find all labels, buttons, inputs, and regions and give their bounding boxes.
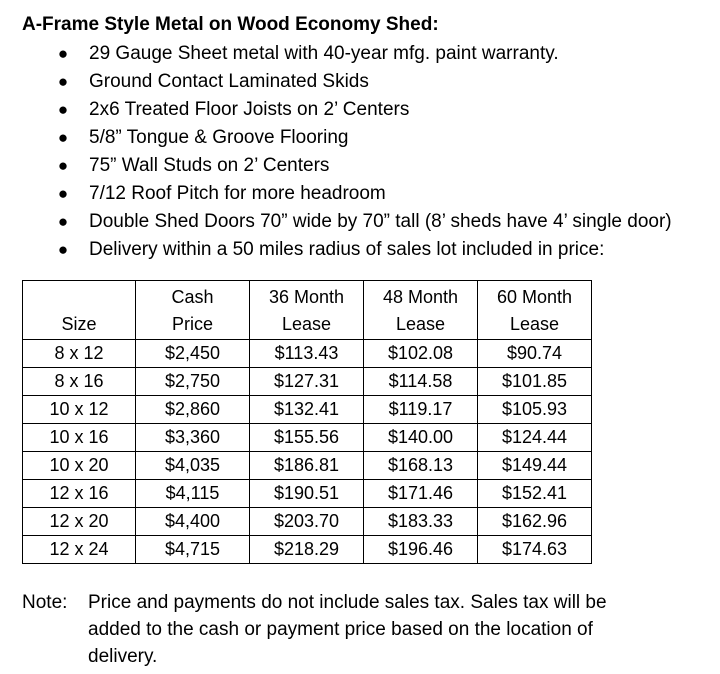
cell-60-month: $152.41 (478, 480, 592, 508)
header-60-month-lease (478, 281, 592, 340)
cell-36-month: $127.31 (250, 368, 364, 396)
cell-size: 12 x 20 (23, 508, 136, 536)
cell-60-month: $124.44 (478, 424, 592, 452)
header-36-month-lease (250, 281, 364, 340)
cell-36-month: $132.41 (250, 396, 364, 424)
cell-60-month: $90.74 (478, 340, 592, 368)
header-48-month-lease (364, 281, 478, 340)
cell-60-month: $105.93 (478, 396, 592, 424)
feature-text: 75” Wall Studs on 2’ Centers (89, 155, 330, 176)
cell-cash-price: $4,715 (136, 536, 250, 564)
cell-cash-price: $2,450 (136, 340, 250, 368)
table-header (23, 281, 592, 340)
price-table (22, 280, 592, 564)
feature-text: 7/12 Roof Pitch for more headroom (89, 183, 386, 204)
cell-size: 10 x 16 (23, 424, 136, 452)
table-row (23, 424, 592, 452)
cell-size: 10 x 20 (23, 452, 136, 480)
bullet-icon: ● (57, 184, 69, 203)
table-row (23, 396, 592, 424)
header-line: Cash (171, 287, 214, 307)
cell-cash-price: $2,860 (136, 396, 250, 424)
header-line: 48 Month (382, 287, 459, 307)
cell-size: 8 x 12 (23, 340, 136, 368)
cell-size: 10 x 12 (23, 396, 136, 424)
feature-text: 29 Gauge Sheet metal with 40-year mfg. paint warranty. (89, 43, 559, 64)
cell-size: 12 x 16 (23, 480, 136, 508)
table-row (23, 480, 592, 508)
cell-size: 8 x 16 (23, 368, 136, 396)
cell-60-month: $174.63 (478, 536, 592, 564)
page-title: A-Frame Style Metal on Wood Economy Shed: (22, 14, 439, 35)
bullet-icon: ● (57, 156, 69, 175)
cell-48-month: $102.08 (364, 340, 478, 368)
header-line: 60 Month (496, 287, 573, 307)
bullet-icon: ● (57, 72, 69, 91)
header-line: Lease (509, 314, 560, 334)
cell-cash-price: $4,035 (136, 452, 250, 480)
cell-cash-price: $3,360 (136, 424, 250, 452)
cell-cash-price: $4,400 (136, 508, 250, 536)
header-line: Lease (281, 314, 332, 334)
bullet-icon: ● (57, 44, 69, 63)
table-row (23, 536, 592, 564)
cell-36-month: $113.43 (250, 340, 364, 368)
cell-36-month: $203.70 (250, 508, 364, 536)
table-row (23, 368, 592, 396)
cell-36-month: $186.81 (250, 452, 364, 480)
table-row (23, 340, 592, 368)
feature-text: 2x6 Treated Floor Joists on 2’ Centers (89, 99, 410, 120)
feature-text: Double Shed Doors 70” wide by 70” tall (8’ sheds have 4’ single door) (89, 211, 672, 232)
header-line: Price (171, 314, 213, 334)
cell-36-month: $190.51 (250, 480, 364, 508)
cell-60-month: $162.96 (478, 508, 592, 536)
header-row (23, 281, 592, 340)
bullet-icon: ● (57, 100, 69, 119)
table-row (23, 452, 592, 480)
feature-text: Delivery within a 50 miles radius of sales lot included in price: (89, 239, 605, 260)
header-cash-price (136, 281, 250, 340)
bullet-icon: ● (57, 128, 69, 147)
table-body (23, 340, 592, 564)
cell-48-month: $168.13 (364, 452, 478, 480)
cell-cash-price: $2,750 (136, 368, 250, 396)
cell-60-month: $101.85 (478, 368, 592, 396)
cell-48-month: $119.17 (364, 396, 478, 424)
table-row (23, 508, 592, 536)
cell-48-month: $183.33 (364, 508, 478, 536)
cell-48-month: $196.46 (364, 536, 478, 564)
header-size (23, 281, 136, 340)
bullet-icon: ● (57, 240, 69, 259)
cell-36-month: $218.29 (250, 536, 364, 564)
cell-cash-price: $4,115 (136, 480, 250, 508)
feature-text: 5/8” Tongue & Groove Flooring (89, 127, 349, 148)
cell-60-month: $149.44 (478, 452, 592, 480)
cell-48-month: $140.00 (364, 424, 478, 452)
note-label: Note: (22, 592, 68, 613)
feature-text: Ground Contact Laminated Skids (89, 71, 369, 92)
bullet-icon: ● (57, 212, 69, 231)
header-line: Size (61, 314, 97, 334)
note-text: Price and payments do not include sales tax. Sales tax will be added to the cash or payment price based on the location of delivery. (88, 592, 607, 667)
cell-48-month: $171.46 (364, 480, 478, 508)
header-line: Lease (395, 314, 446, 334)
cell-48-month: $114.58 (364, 368, 478, 396)
cell-size: 12 x 24 (23, 536, 136, 564)
cell-36-month: $155.56 (250, 424, 364, 452)
header-line: 36 Month (268, 287, 345, 307)
